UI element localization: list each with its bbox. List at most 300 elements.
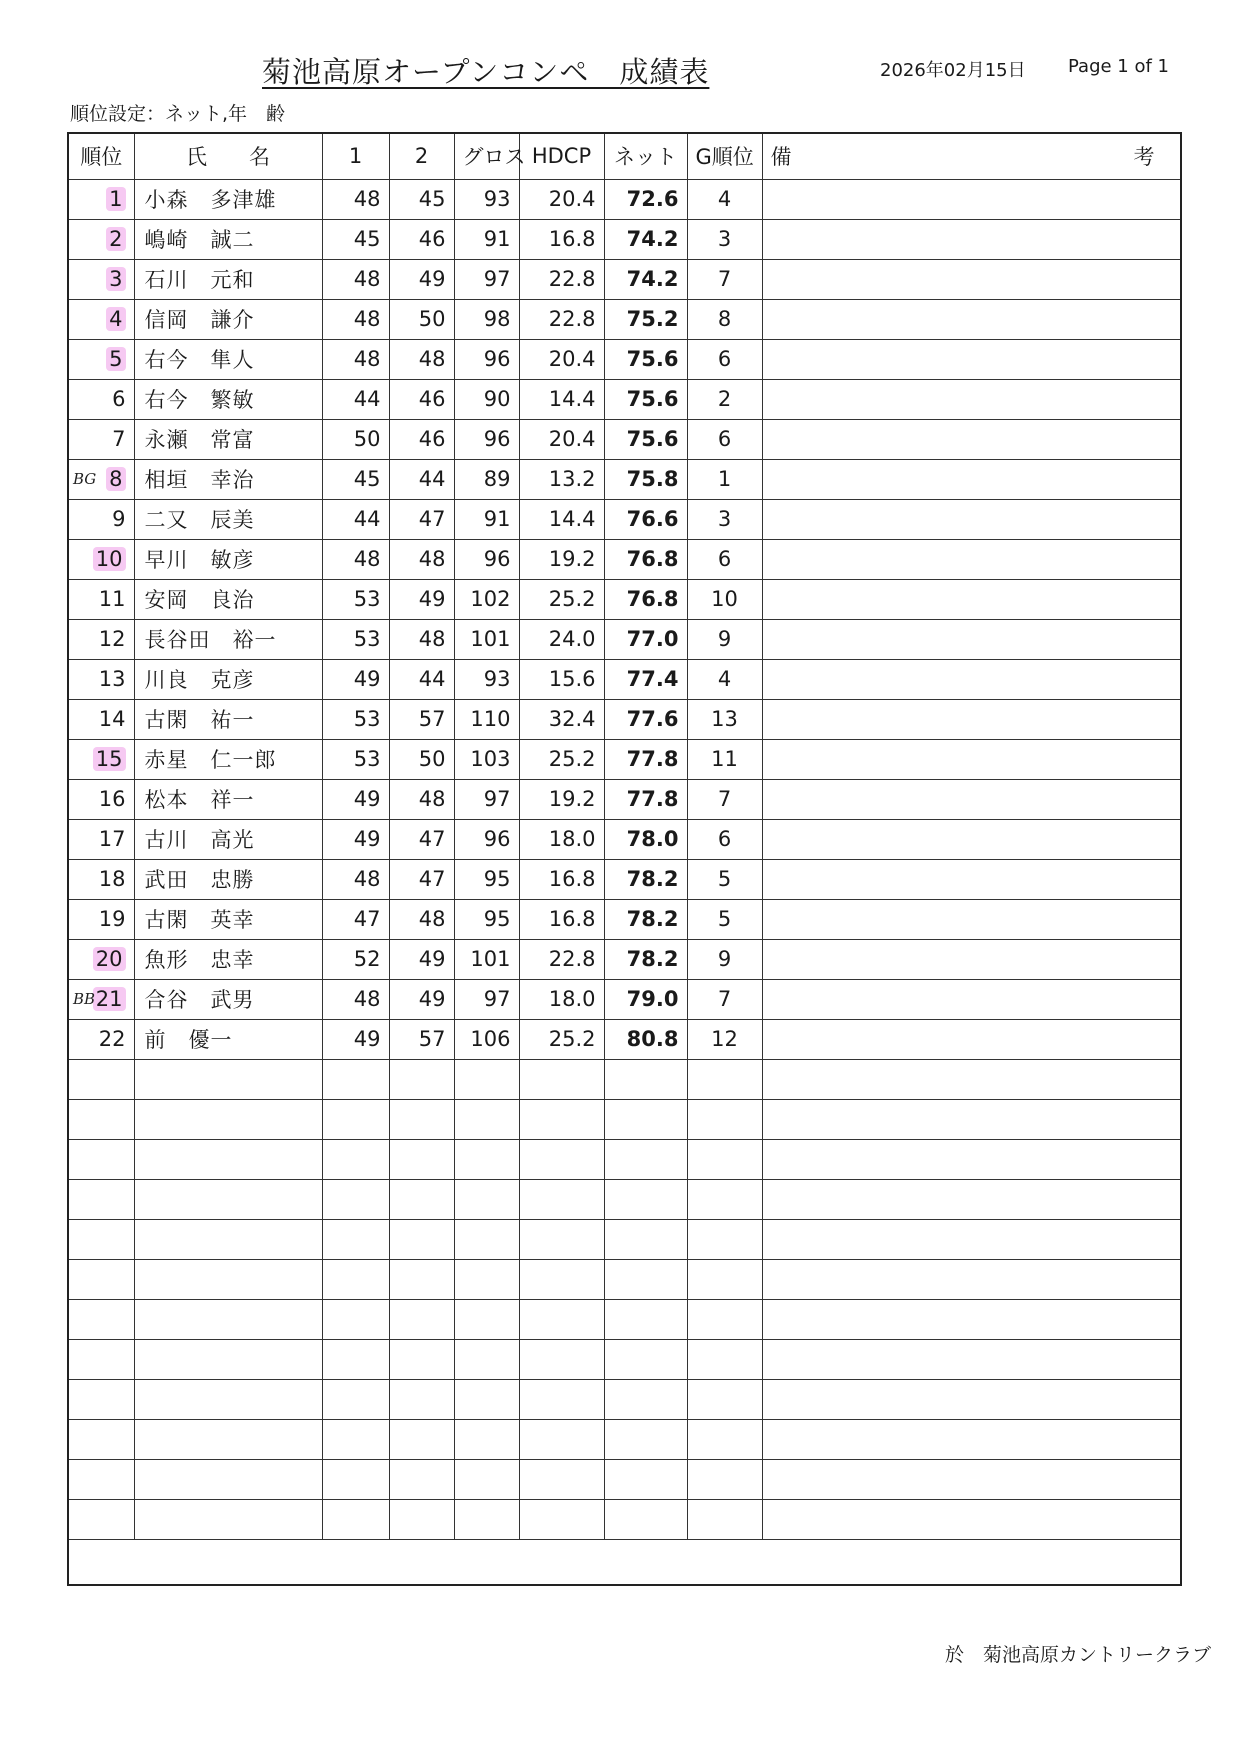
col-header-grank: G順位 bbox=[687, 133, 762, 179]
empty-cell bbox=[762, 1379, 1181, 1419]
empty-cell bbox=[687, 1459, 762, 1499]
table-row bbox=[68, 259, 1181, 299]
empty-row bbox=[68, 1099, 1181, 1139]
net-cell: 78.2 bbox=[604, 939, 687, 979]
empty-cell bbox=[68, 1259, 134, 1299]
table-row bbox=[68, 899, 1181, 939]
g-rank-cell: 8 bbox=[687, 299, 762, 339]
gross-cell: 96 bbox=[454, 539, 519, 579]
table-row bbox=[68, 419, 1181, 459]
rank-value: 11 bbox=[98, 587, 126, 611]
remarks-cell bbox=[762, 259, 1181, 299]
empty-cell bbox=[134, 1139, 322, 1179]
empty-cell bbox=[604, 1459, 687, 1499]
score-first-cell: 47 bbox=[322, 899, 389, 939]
empty-cell bbox=[687, 1339, 762, 1379]
remarks-cell bbox=[762, 339, 1181, 379]
empty-cell bbox=[454, 1379, 519, 1419]
net-cell: 78.2 bbox=[604, 859, 687, 899]
empty-cell bbox=[68, 1219, 134, 1259]
hdcp-cell: 16.8 bbox=[519, 859, 604, 899]
empty-cell bbox=[604, 1419, 687, 1459]
g-rank-cell: 7 bbox=[687, 779, 762, 819]
gross-cell: 101 bbox=[454, 939, 519, 979]
rank-cell bbox=[68, 779, 134, 819]
empty-cell bbox=[519, 1339, 604, 1379]
empty-cell bbox=[389, 1259, 454, 1299]
empty-cell bbox=[389, 1059, 454, 1099]
rank-value: 4 bbox=[106, 307, 125, 331]
hdcp-cell: 20.4 bbox=[519, 339, 604, 379]
results-body bbox=[68, 179, 1181, 1585]
rank-cell bbox=[68, 379, 134, 419]
empty-cell bbox=[68, 1459, 134, 1499]
empty-cell bbox=[762, 1419, 1181, 1459]
empty-cell bbox=[519, 1299, 604, 1339]
player-name: 川良 克彦 bbox=[134, 659, 322, 699]
player-name: 魚形 忠幸 bbox=[134, 939, 322, 979]
score-second-cell: 57 bbox=[389, 699, 454, 739]
remarks-cell bbox=[762, 979, 1181, 1019]
player-name: 赤星 仁一郎 bbox=[134, 739, 322, 779]
rank-cell bbox=[68, 899, 134, 939]
hdcp-cell: 25.2 bbox=[519, 1019, 604, 1059]
score-second-cell: 57 bbox=[389, 1019, 454, 1059]
net-cell: 75.6 bbox=[604, 379, 687, 419]
rank-cell bbox=[68, 1019, 134, 1059]
empty-cell bbox=[454, 1299, 519, 1339]
empty-cell bbox=[68, 1499, 134, 1539]
hdcp-cell: 13.2 bbox=[519, 459, 604, 499]
net-cell: 75.6 bbox=[604, 419, 687, 459]
empty-cell bbox=[687, 1059, 762, 1099]
net-cell: 75.6 bbox=[604, 339, 687, 379]
rank-cell bbox=[68, 459, 134, 499]
remarks-cell bbox=[762, 939, 1181, 979]
hdcp-cell: 19.2 bbox=[519, 779, 604, 819]
player-name: 永瀬 常富 bbox=[134, 419, 322, 459]
empty-cell bbox=[68, 1059, 134, 1099]
empty-cell bbox=[604, 1259, 687, 1299]
gross-cell: 96 bbox=[454, 339, 519, 379]
rank-cell bbox=[68, 619, 134, 659]
rank-cell bbox=[68, 579, 134, 619]
table-row bbox=[68, 499, 1181, 539]
rank-cell bbox=[68, 859, 134, 899]
rank-cell bbox=[68, 179, 134, 219]
gross-cell: 91 bbox=[454, 219, 519, 259]
rank-value: 1 bbox=[106, 187, 125, 211]
date-label: 2026年02月15日 bbox=[880, 60, 1026, 81]
hdcp-cell: 18.0 bbox=[519, 979, 604, 1019]
empty-cell bbox=[389, 1139, 454, 1179]
net-cell: 75.2 bbox=[604, 299, 687, 339]
rank-value: 15 bbox=[93, 747, 126, 771]
g-rank-cell: 6 bbox=[687, 539, 762, 579]
player-name: 武田 忠勝 bbox=[134, 859, 322, 899]
table-footer-row bbox=[68, 1539, 1181, 1585]
empty-cell bbox=[604, 1379, 687, 1419]
score-second-cell: 46 bbox=[389, 379, 454, 419]
g-rank-cell: 3 bbox=[687, 499, 762, 539]
rank-cell bbox=[68, 739, 134, 779]
empty-cell bbox=[762, 1219, 1181, 1259]
rank-value: 6 bbox=[112, 387, 126, 411]
rank-cell bbox=[68, 339, 134, 379]
empty-cell bbox=[687, 1379, 762, 1419]
rank-value: 21 bbox=[93, 987, 126, 1011]
empty-cell bbox=[134, 1499, 322, 1539]
player-name: 早川 敏彦 bbox=[134, 539, 322, 579]
score-first-cell: 48 bbox=[322, 539, 389, 579]
empty-cell bbox=[322, 1299, 389, 1339]
empty-cell bbox=[454, 1259, 519, 1299]
rank-cell bbox=[68, 419, 134, 459]
empty-cell bbox=[687, 1259, 762, 1299]
player-name: 古閑 祐一 bbox=[134, 699, 322, 739]
empty-cell bbox=[519, 1059, 604, 1099]
empty-cell bbox=[519, 1219, 604, 1259]
empty-cell bbox=[454, 1139, 519, 1179]
table-row bbox=[68, 939, 1181, 979]
g-rank-cell: 1 bbox=[687, 459, 762, 499]
empty-cell bbox=[454, 1459, 519, 1499]
table-row bbox=[68, 299, 1181, 339]
empty-row bbox=[68, 1339, 1181, 1379]
net-cell: 76.8 bbox=[604, 539, 687, 579]
col-header-second: 2 bbox=[389, 133, 454, 179]
table-row bbox=[68, 1019, 1181, 1059]
net-cell: 74.2 bbox=[604, 219, 687, 259]
rank-cell bbox=[68, 819, 134, 859]
hdcp-cell: 20.4 bbox=[519, 419, 604, 459]
gross-cell: 103 bbox=[454, 739, 519, 779]
empty-cell bbox=[519, 1179, 604, 1219]
empty-cell bbox=[687, 1299, 762, 1339]
empty-cell bbox=[604, 1139, 687, 1179]
remarks-cell bbox=[762, 379, 1181, 419]
empty-cell bbox=[687, 1499, 762, 1539]
net-cell: 77.0 bbox=[604, 619, 687, 659]
empty-cell bbox=[68, 1339, 134, 1379]
gross-cell: 110 bbox=[454, 699, 519, 739]
g-rank-cell: 9 bbox=[687, 939, 762, 979]
table-footer-cell bbox=[68, 1539, 1181, 1585]
rank-value: 5 bbox=[106, 347, 125, 371]
net-cell: 80.8 bbox=[604, 1019, 687, 1059]
score-first-cell: 48 bbox=[322, 179, 389, 219]
remarks-cell bbox=[762, 619, 1181, 659]
empty-cell bbox=[322, 1459, 389, 1499]
g-rank-cell: 2 bbox=[687, 379, 762, 419]
rank-cell bbox=[68, 539, 134, 579]
score-first-cell: 48 bbox=[322, 259, 389, 299]
empty-cell bbox=[519, 1499, 604, 1539]
net-cell: 77.4 bbox=[604, 659, 687, 699]
player-name: 右今 隼人 bbox=[134, 339, 322, 379]
empty-cell bbox=[604, 1179, 687, 1219]
table-row bbox=[68, 539, 1181, 579]
score-second-cell: 46 bbox=[389, 419, 454, 459]
player-name: 松本 祥一 bbox=[134, 779, 322, 819]
empty-cell bbox=[389, 1499, 454, 1539]
empty-row bbox=[68, 1459, 1181, 1499]
hdcp-cell: 20.4 bbox=[519, 179, 604, 219]
score-second-cell: 46 bbox=[389, 219, 454, 259]
gross-cell: 98 bbox=[454, 299, 519, 339]
empty-cell bbox=[687, 1419, 762, 1459]
empty-cell bbox=[68, 1299, 134, 1339]
col-header-hdcp: HDCP bbox=[519, 133, 604, 179]
net-cell: 78.0 bbox=[604, 819, 687, 859]
gross-cell: 102 bbox=[454, 579, 519, 619]
rank-cell bbox=[68, 699, 134, 739]
player-name: 右今 繁敏 bbox=[134, 379, 322, 419]
table-row bbox=[68, 819, 1181, 859]
empty-cell bbox=[604, 1099, 687, 1139]
empty-cell bbox=[687, 1179, 762, 1219]
score-second-cell: 50 bbox=[389, 739, 454, 779]
empty-row bbox=[68, 1499, 1181, 1539]
player-name: 嶋崎 誠二 bbox=[134, 219, 322, 259]
score-first-cell: 44 bbox=[322, 379, 389, 419]
table-row bbox=[68, 659, 1181, 699]
score-second-cell: 44 bbox=[389, 459, 454, 499]
rank-value: 9 bbox=[112, 507, 126, 531]
empty-cell bbox=[322, 1379, 389, 1419]
remarks-header-label: 備 考 bbox=[770, 145, 1255, 170]
g-rank-cell: 4 bbox=[687, 659, 762, 699]
g-rank-cell: 6 bbox=[687, 419, 762, 459]
player-name: 相垣 幸治 bbox=[134, 459, 322, 499]
empty-cell bbox=[519, 1259, 604, 1299]
hdcp-cell: 22.8 bbox=[519, 939, 604, 979]
empty-cell bbox=[389, 1419, 454, 1459]
empty-cell bbox=[389, 1299, 454, 1339]
net-cell: 77.6 bbox=[604, 699, 687, 739]
score-second-cell: 49 bbox=[389, 979, 454, 1019]
hdcp-cell: 16.8 bbox=[519, 899, 604, 939]
empty-cell bbox=[322, 1339, 389, 1379]
empty-cell bbox=[604, 1059, 687, 1099]
remarks-cell bbox=[762, 579, 1181, 619]
remarks-cell bbox=[762, 739, 1181, 779]
hdcp-cell: 14.4 bbox=[519, 499, 604, 539]
player-name: 合谷 武男 bbox=[134, 979, 322, 1019]
player-name: 小森 多津雄 bbox=[134, 179, 322, 219]
remarks-cell bbox=[762, 499, 1181, 539]
rank-value: 12 bbox=[98, 627, 126, 651]
rank-cell bbox=[68, 299, 134, 339]
net-cell: 76.6 bbox=[604, 499, 687, 539]
empty-cell bbox=[762, 1299, 1181, 1339]
score-first-cell: 53 bbox=[322, 579, 389, 619]
net-cell: 77.8 bbox=[604, 779, 687, 819]
score-first-cell: 50 bbox=[322, 419, 389, 459]
gross-cell: 91 bbox=[454, 499, 519, 539]
score-first-cell: 53 bbox=[322, 739, 389, 779]
empty-cell bbox=[454, 1099, 519, 1139]
net-cell: 72.6 bbox=[604, 179, 687, 219]
score-first-cell: 49 bbox=[322, 1019, 389, 1059]
empty-cell bbox=[604, 1299, 687, 1339]
empty-cell bbox=[454, 1179, 519, 1219]
empty-cell bbox=[762, 1499, 1181, 1539]
score-first-cell: 53 bbox=[322, 699, 389, 739]
rank-value: 16 bbox=[98, 787, 126, 811]
empty-cell bbox=[389, 1379, 454, 1419]
gross-cell: 95 bbox=[454, 899, 519, 939]
score-first-cell: 48 bbox=[322, 979, 389, 1019]
empty-cell bbox=[134, 1219, 322, 1259]
empty-cell bbox=[134, 1099, 322, 1139]
col-header-net: ネット bbox=[604, 133, 687, 179]
g-rank-cell: 7 bbox=[687, 259, 762, 299]
rank-value: 14 bbox=[98, 707, 126, 731]
remarks-cell bbox=[762, 459, 1181, 499]
empty-cell bbox=[68, 1139, 134, 1179]
rank-value: 3 bbox=[106, 267, 125, 291]
empty-cell bbox=[68, 1379, 134, 1419]
gross-cell: 93 bbox=[454, 179, 519, 219]
net-cell: 75.8 bbox=[604, 459, 687, 499]
empty-cell bbox=[322, 1179, 389, 1219]
hdcp-cell: 19.2 bbox=[519, 539, 604, 579]
g-rank-cell: 9 bbox=[687, 619, 762, 659]
g-rank-cell: 3 bbox=[687, 219, 762, 259]
table-row bbox=[68, 379, 1181, 419]
rank-value: 22 bbox=[98, 1027, 126, 1051]
remarks-cell bbox=[762, 539, 1181, 579]
page-number: Page 1 of 1 bbox=[1068, 56, 1169, 77]
empty-cell bbox=[519, 1099, 604, 1139]
score-first-cell: 49 bbox=[322, 779, 389, 819]
score-second-cell: 47 bbox=[389, 859, 454, 899]
player-name: 古閑 英幸 bbox=[134, 899, 322, 939]
empty-row bbox=[68, 1299, 1181, 1339]
hdcp-cell: 32.4 bbox=[519, 699, 604, 739]
table-row bbox=[68, 699, 1181, 739]
empty-cell bbox=[322, 1099, 389, 1139]
table-row bbox=[68, 459, 1181, 499]
player-name: 長谷田 裕一 bbox=[134, 619, 322, 659]
table-row bbox=[68, 859, 1181, 899]
hdcp-cell: 25.2 bbox=[519, 579, 604, 619]
g-rank-cell: 4 bbox=[687, 179, 762, 219]
empty-cell bbox=[762, 1179, 1181, 1219]
table-row bbox=[68, 339, 1181, 379]
rank-cell bbox=[68, 259, 134, 299]
table-header-row bbox=[68, 133, 1181, 179]
table-row bbox=[68, 979, 1181, 1019]
player-name: 安岡 良治 bbox=[134, 579, 322, 619]
rank-cell bbox=[68, 939, 134, 979]
empty-cell bbox=[389, 1339, 454, 1379]
remarks-cell bbox=[762, 179, 1181, 219]
gross-cell: 97 bbox=[454, 979, 519, 1019]
hdcp-cell: 18.0 bbox=[519, 819, 604, 859]
empty-cell bbox=[762, 1459, 1181, 1499]
empty-cell bbox=[134, 1379, 322, 1419]
table-row bbox=[68, 179, 1181, 219]
score-second-cell: 45 bbox=[389, 179, 454, 219]
empty-cell bbox=[389, 1179, 454, 1219]
empty-cell bbox=[322, 1259, 389, 1299]
score-first-cell: 45 bbox=[322, 459, 389, 499]
score-first-cell: 53 bbox=[322, 619, 389, 659]
empty-cell bbox=[134, 1459, 322, 1499]
rank-value: 7 bbox=[112, 427, 126, 451]
g-rank-cell: 7 bbox=[687, 979, 762, 1019]
table-row bbox=[68, 619, 1181, 659]
remarks-cell bbox=[762, 699, 1181, 739]
gross-cell: 106 bbox=[454, 1019, 519, 1059]
empty-cell bbox=[322, 1219, 389, 1259]
col-header-gross: グロス bbox=[454, 133, 519, 179]
score-second-cell: 50 bbox=[389, 299, 454, 339]
empty-row bbox=[68, 1059, 1181, 1099]
remarks-cell bbox=[762, 419, 1181, 459]
g-rank-cell: 11 bbox=[687, 739, 762, 779]
empty-cell bbox=[604, 1219, 687, 1259]
score-second-cell: 48 bbox=[389, 779, 454, 819]
empty-cell bbox=[519, 1379, 604, 1419]
gross-cell: 96 bbox=[454, 819, 519, 859]
empty-row bbox=[68, 1179, 1181, 1219]
score-second-cell: 44 bbox=[389, 659, 454, 699]
handwritten-mark: BG bbox=[73, 470, 97, 488]
score-first-cell: 49 bbox=[322, 819, 389, 859]
net-cell: 78.2 bbox=[604, 899, 687, 939]
empty-cell bbox=[454, 1219, 519, 1259]
gross-cell: 93 bbox=[454, 659, 519, 699]
score-second-cell: 49 bbox=[389, 259, 454, 299]
g-rank-cell: 5 bbox=[687, 859, 762, 899]
hdcp-cell: 24.0 bbox=[519, 619, 604, 659]
empty-row bbox=[68, 1419, 1181, 1459]
g-rank-cell: 6 bbox=[687, 339, 762, 379]
remarks-cell bbox=[762, 659, 1181, 699]
page-title: 菊池高原オープンコンペ 成績表 bbox=[262, 55, 710, 89]
gross-cell: 101 bbox=[454, 619, 519, 659]
col-header-name: 氏 名 bbox=[134, 133, 322, 179]
gross-cell: 95 bbox=[454, 859, 519, 899]
rank-value: 2 bbox=[106, 227, 125, 251]
rank-value: 8 bbox=[106, 467, 125, 491]
empty-cell bbox=[762, 1139, 1181, 1179]
venue-label: 於 菊池高原カントリークラブ bbox=[945, 1644, 1212, 1666]
net-cell: 79.0 bbox=[604, 979, 687, 1019]
empty-cell bbox=[322, 1499, 389, 1539]
hdcp-cell: 14.4 bbox=[519, 379, 604, 419]
handwritten-mark: BB bbox=[73, 990, 96, 1008]
empty-cell bbox=[322, 1419, 389, 1459]
empty-cell bbox=[519, 1419, 604, 1459]
empty-cell bbox=[454, 1419, 519, 1459]
remarks-cell bbox=[762, 1019, 1181, 1059]
table-row bbox=[68, 219, 1181, 259]
rank-value: 18 bbox=[98, 867, 126, 891]
empty-cell bbox=[454, 1059, 519, 1099]
net-cell: 76.8 bbox=[604, 579, 687, 619]
rank-value: 19 bbox=[98, 907, 126, 931]
score-second-cell: 47 bbox=[389, 819, 454, 859]
score-second-cell: 48 bbox=[389, 619, 454, 659]
table-row bbox=[68, 779, 1181, 819]
empty-cell bbox=[134, 1179, 322, 1219]
rank-cell bbox=[68, 219, 134, 259]
rank-cell bbox=[68, 659, 134, 699]
